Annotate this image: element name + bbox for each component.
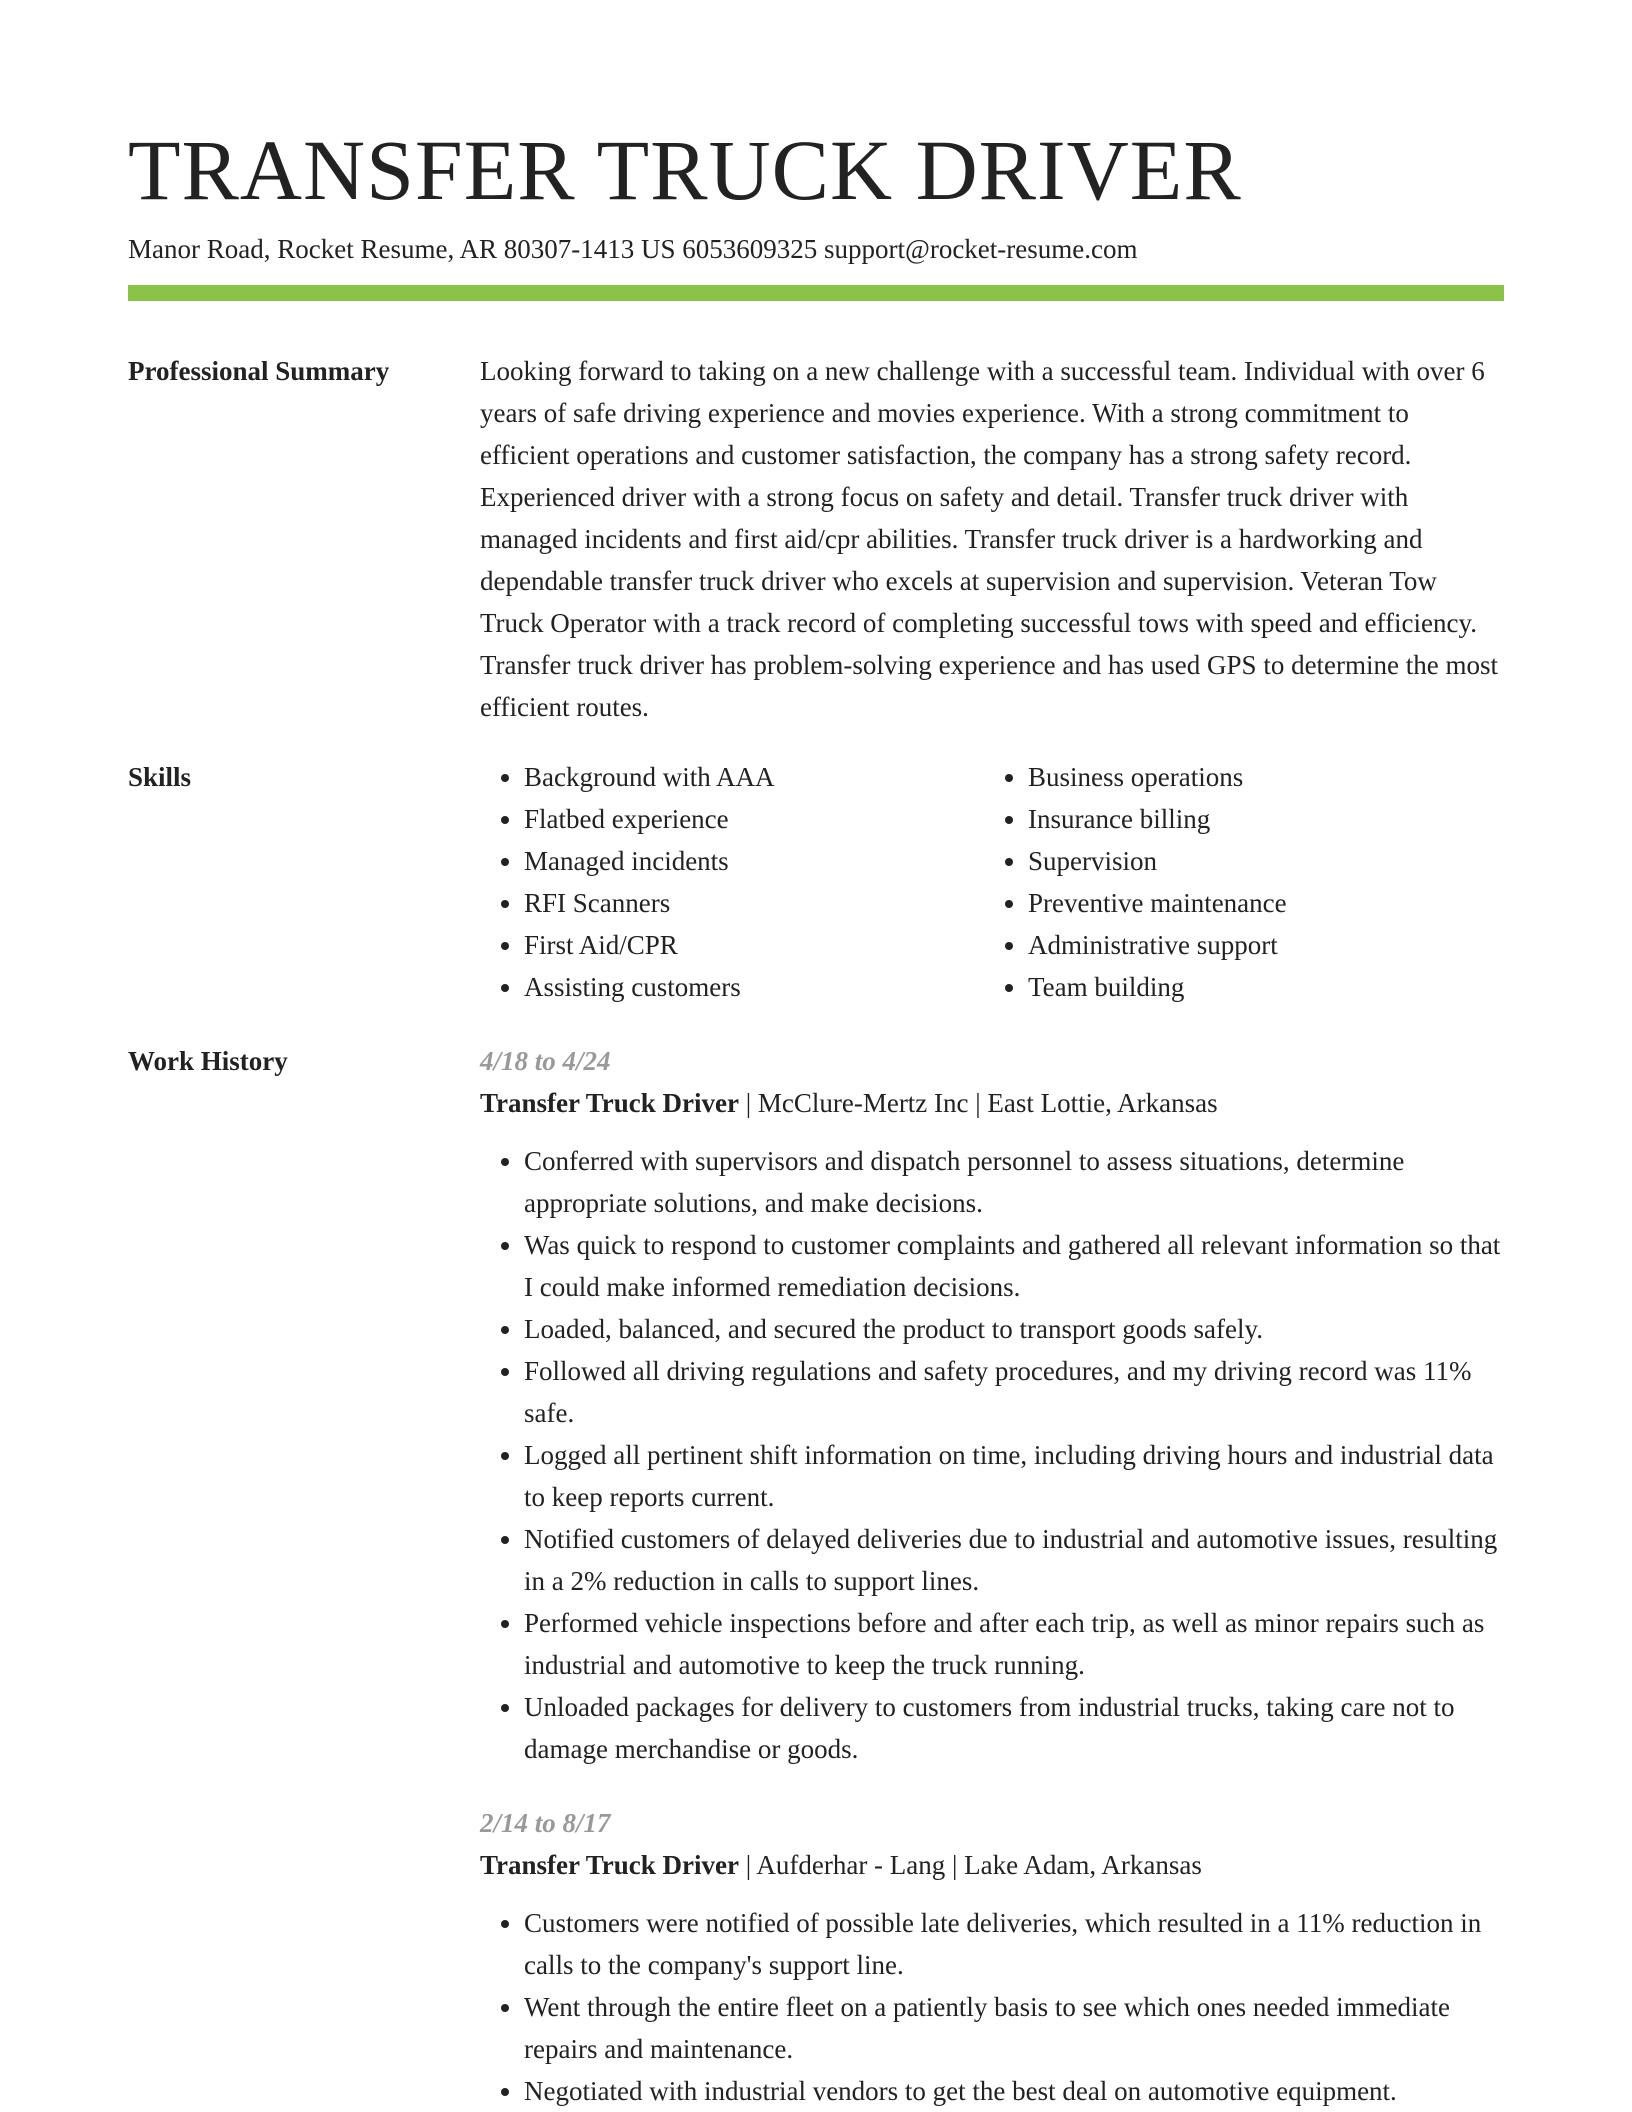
skills-list-left: [480, 756, 984, 1008]
job-bullet-list: [480, 1140, 1504, 1770]
job-title: Transfer Truck Driver: [480, 1088, 739, 1118]
skill-item: • Team building: [1028, 966, 1488, 1008]
job-company-location: | McClure-Mertz Inc | East Lottie, Arkansas: [738, 1088, 1218, 1118]
skill-item: • First Aid/CPR: [524, 924, 984, 966]
job-bullet: • Followed all driving regulations and safety procedures, and my driving record was 11% safe.: [524, 1350, 1504, 1434]
job-company-location: | Aufderhar - Lang | Lake Adam, Arkansas: [738, 1850, 1202, 1880]
job-bullet: • Loaded, balanced, and secured the product to transport goods safely.: [524, 1308, 1504, 1350]
skill-item: • Preventive maintenance: [1028, 882, 1488, 924]
summary-body: [480, 350, 1504, 728]
job-bullet: • Logged all pertinent shift information on time, including driving hours and industrial data to keep reports current.: [524, 1434, 1504, 1518]
job-bullet-list: [480, 1902, 1504, 2112]
job-bullet: • Notified customers of delayed deliveries due to industrial and automotive issues, resulting in a 2% reduction in calls to support lines.: [524, 1518, 1504, 1602]
skills-list-right: [984, 756, 1488, 1008]
job-bullet: • Was quick to respond to customer complaints and gathered all relevant information so that I could make informed remediation decisions.: [524, 1224, 1504, 1308]
job-bullet: • Performed vehicle inspections before and after each trip, as well as minor repairs such as industrial and automotive to keep the truck running.: [524, 1602, 1504, 1686]
job-header-line: [480, 1844, 1504, 1886]
skill-item: • Business operations: [1028, 756, 1488, 798]
skills-heading: Skills: [128, 762, 192, 792]
job-dates: 4/18 to 4/24: [480, 1046, 611, 1076]
skill-item: • Flatbed experience: [524, 798, 984, 840]
job-entry: [480, 1802, 1504, 2112]
contact-info: Manor Road, Rocket Resume, AR 80307-1413 US 6053609325 support@rocket-resume.com: [128, 234, 1138, 264]
job-header-line: [480, 1082, 1504, 1124]
resume-title: TRANSFER TRUCK DRIVER: [128, 122, 1242, 218]
job-bullet: • Conferred with supervisors and dispatch personnel to assess situations, determine appropriate solutions, and make decisions.: [524, 1140, 1504, 1224]
job-title: Transfer Truck Driver: [480, 1850, 739, 1880]
work-history-heading: Work History: [128, 1046, 288, 1076]
skill-item: • Supervision: [1028, 840, 1488, 882]
job-bullet: • Went through the entire fleet on a patiently basis to see which ones needed immediate repairs and maintenance.: [524, 1986, 1504, 2070]
skill-item: • Insurance billing: [1028, 798, 1488, 840]
summary-heading: Professional Summary: [128, 356, 390, 386]
skill-item: • RFI Scanners: [524, 882, 984, 924]
summary-text: Looking forward to taking on a new challenge with a successful team. Individual with over 6 years of safe driving experience and movies experience. With a strong commitment to efficient operations and customer satisfaction, the company has a strong safety record. Experienced driver with a strong focus on safety and detail. Transfer truck driver with managed incidents and first aid/cpr abilities. Transfer truck driver is a hardworking and dependable transfer truck driver who excels at supervision and supervision. Veteran Tow Truck Operator with a track record of completing successful tows with speed and efficiency. Transfer truck driver has problem-solving experience and has used GPS to determine the most efficient routes.: [480, 356, 1499, 722]
job-bullet: • Unloaded packages for delivery to customers from industrial trucks, taking care not to damage merchandise or goods.: [524, 1686, 1504, 1770]
job-entry: [480, 1040, 1504, 1770]
work-history-body: [480, 1040, 1504, 2112]
skill-item: • Managed incidents: [524, 840, 984, 882]
skills-columns: [480, 756, 1504, 1008]
job-bullet: • Negotiated with industrial vendors to get the best deal on automotive equipment.: [524, 2070, 1504, 2112]
job-dates: 2/14 to 8/17: [480, 1808, 611, 1838]
skill-item: • Assisting customers: [524, 966, 984, 1008]
header-divider: [128, 285, 1504, 301]
skill-item: • Background with AAA: [524, 756, 984, 798]
skill-item: • Administrative support: [1028, 924, 1488, 966]
job-bullet: • Customers were notified of possible late deliveries, which resulted in a 11% reduction in calls to the company's support line.: [524, 1902, 1504, 1986]
skills-body: [480, 756, 1504, 1008]
